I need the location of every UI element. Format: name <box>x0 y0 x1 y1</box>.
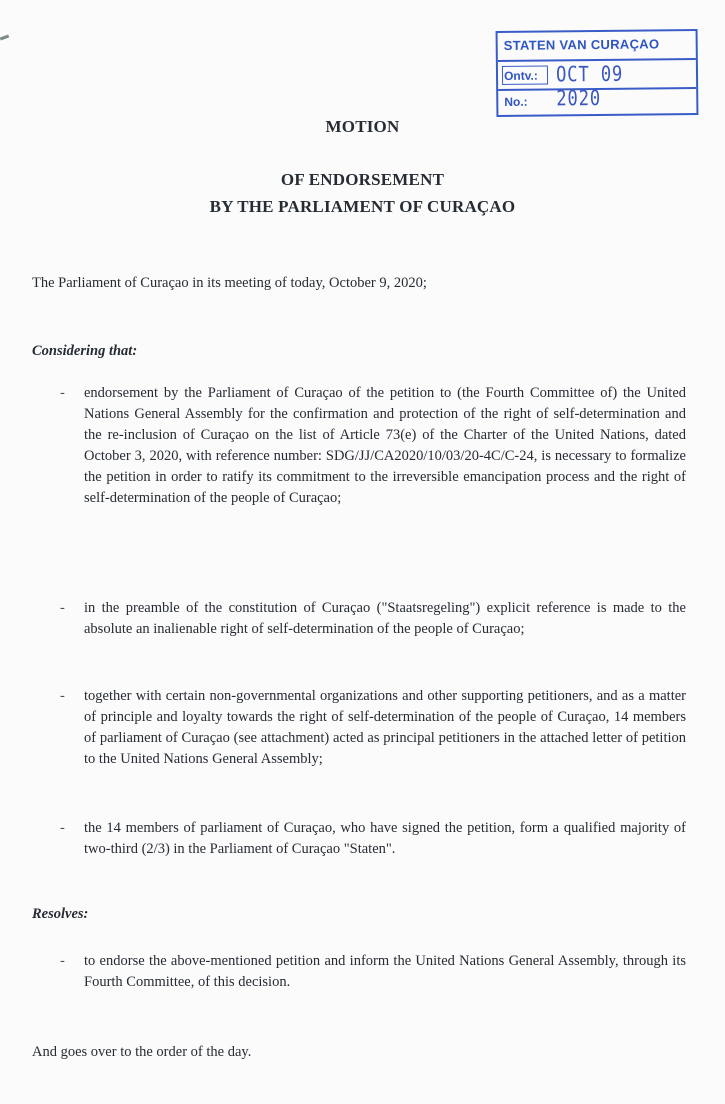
bullet-dash: - <box>60 953 65 969</box>
intro-paragraph: The Parliament of Curaçao in its meeting of today, October 9, 2020; <box>32 275 427 291</box>
stamp-title-row <box>498 31 696 62</box>
considering-item-text: in the preamble of the constitution of Curaçao ("Staatsregeling") explicit reference is made to the absolute an inalienable right of self-determination of the people of Curaçao; <box>84 600 686 637</box>
stamp-received-date: OCT 09 2020 <box>555 61 624 111</box>
considering-item <box>60 818 686 860</box>
considering-heading: Considering that: <box>32 343 138 359</box>
considering-item <box>60 383 686 509</box>
bullet-dash: - <box>60 688 65 704</box>
closing-paragraph: And goes over to the order of the day. <box>32 1044 252 1060</box>
stamp-number-row <box>498 89 696 113</box>
considering-item-text: endorsement by the Parliament of Curaçao of the petition to (the Fourth Committee of) the United Nations General Assembly for the confirmation and protection of the right of self-determination and the re-inclusion of Curaçao on the list of Article 73(e) of the Charter of the United Nations, dated October 3, 2020, with reference number: SDG/JJ/CA2020/10/03/20-4C/C-24, is necessary to formalize the petition in order to ratify its commitment to the irreversible emancipation process and the right of self-determination of the people of Curaçao; <box>84 385 686 506</box>
resolves-heading: Resolves: <box>32 906 89 922</box>
considering-item <box>60 598 686 640</box>
bullet-dash: - <box>60 385 65 401</box>
margin-mark <box>0 35 9 41</box>
resolves-item-text: to endorse the above-mentioned petition and inform the United Nations General Assembly, through its Fourth Committee, of this decision. <box>84 953 686 990</box>
bullet-dash: - <box>60 600 65 616</box>
document-subtitle-line1: OF ENDORSEMENT <box>280 170 445 189</box>
considering-item-text: together with certain non-governmental organizations and other supporting petitioners, and as a matter of principle and loyalty towards the right of self-determination of the people of Curaçao, 14 members of parliament of Curaçao (see attachment) acted as principal petitioners in the attached letter of petition to the United Nations General Assembly; <box>84 688 686 767</box>
stamp-title: STATEN VAN CURAÇAO <box>503 36 660 53</box>
stamp-number-label: No.: <box>504 94 528 109</box>
considering-item-text: the 14 members of parliament of Curaçao, who have signed the petition, form a qualified majority of two-third (2/3) in the Parliament of Curaçao "Staten". <box>84 820 686 857</box>
document-subtitle-line2: BY THE PARLIAMENT OF CURAÇAO <box>209 197 516 216</box>
resolves-item <box>60 951 686 993</box>
document-title: MOTION <box>325 117 400 136</box>
stamp-received-label: Ontv.: <box>503 68 538 83</box>
bullet-dash: - <box>60 820 65 836</box>
considering-item <box>60 686 686 770</box>
received-stamp <box>496 29 699 117</box>
